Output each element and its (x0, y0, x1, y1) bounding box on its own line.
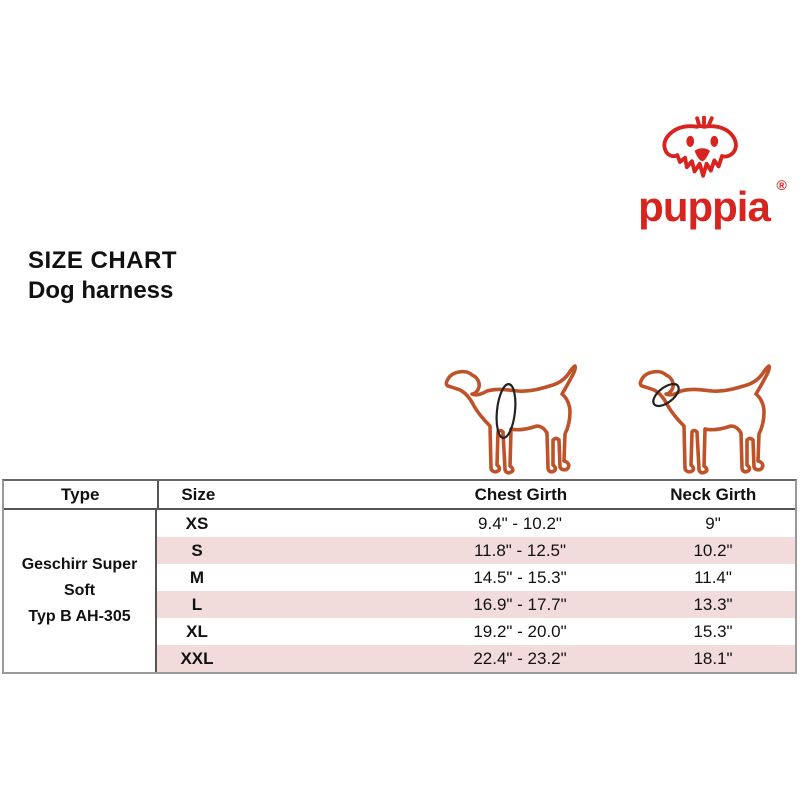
table-row-xs (157, 510, 795, 537)
chest-value: 11.8" - 12.5" (473, 540, 567, 560)
table-row-xl (157, 618, 795, 645)
size-value: M (189, 567, 205, 587)
chest-value: 19.2" - 20.0" (473, 621, 567, 641)
chest-value: 14.5" - 15.3" (473, 567, 567, 587)
page-title: SIZE CHART (28, 247, 177, 274)
size-value: S (191, 540, 203, 560)
header-neck-girth: Neck Girth (670, 484, 757, 504)
size-value: XS (185, 513, 209, 533)
size-table-header-row (4, 481, 795, 510)
header-chest-girth: Chest Girth (474, 484, 568, 504)
header-type: Type (4, 481, 159, 508)
table-row-m (157, 564, 795, 591)
table-row-xxl (157, 645, 795, 672)
table-row-s (157, 537, 795, 564)
size-value: L (191, 594, 203, 614)
size-rows (157, 510, 795, 672)
type-line: Typ B AH-305 (28, 608, 131, 625)
chest-value: 16.9" - 17.7" (473, 594, 567, 614)
table-row-l (157, 591, 795, 618)
neck-value: 18.1" (693, 648, 733, 668)
puppia-dog-face-icon (649, 116, 759, 184)
page-headings (28, 246, 177, 306)
size-table (2, 479, 797, 674)
chest-value: 9.4" - 10.2" (478, 513, 562, 533)
neck-value: 11.4" (694, 567, 732, 587)
chest-value: 22.4" - 23.2" (473, 648, 567, 668)
size-value: XXL (180, 648, 214, 668)
neck-value: 15.3" (693, 621, 733, 641)
neck-value: 13.3" (693, 594, 733, 614)
dog-diagram-chest-girth (422, 360, 612, 480)
type-line: Geschirr Super (21, 556, 138, 573)
type-cell (4, 510, 157, 672)
dog-diagram-neck-girth (616, 360, 800, 480)
size-value: XL (186, 621, 208, 641)
brand-wordmark: puppia ® (638, 177, 786, 230)
header-size: Size (181, 484, 216, 504)
brand-logo (618, 116, 790, 228)
type-line: Soft (63, 582, 96, 599)
page-subtitle: Dog harness (28, 277, 174, 304)
registered-mark: ® (776, 177, 786, 193)
neck-value: 9" (705, 513, 721, 533)
neck-value: 10.2" (693, 540, 733, 560)
